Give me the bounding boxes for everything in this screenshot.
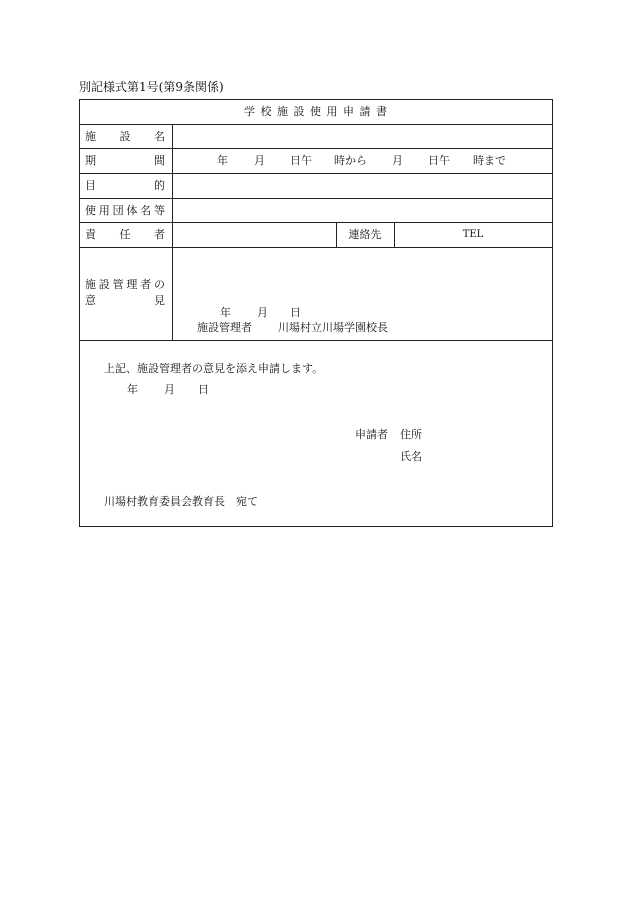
label-contact: 連絡先 bbox=[348, 228, 382, 241]
row-divider bbox=[80, 247, 552, 248]
period-month-start: 月 bbox=[254, 154, 265, 167]
row-divider bbox=[80, 222, 552, 223]
row-divider bbox=[80, 340, 552, 341]
period-day-start: 日午 bbox=[290, 154, 312, 167]
label-group-name: 使 用 団 体 名 等 bbox=[85, 204, 165, 217]
opinion-date-year: 年 bbox=[220, 306, 231, 319]
form-title: 学 校 施 設 使 用 申 請 書 bbox=[244, 105, 388, 118]
address-label: 住所 bbox=[400, 428, 422, 441]
declaration-date-day: 日 bbox=[198, 383, 209, 396]
responsible-field[interactable] bbox=[176, 225, 332, 243]
label-responsible: 責 任 者 bbox=[85, 228, 165, 241]
label-facility-name: 施 設 名 bbox=[85, 130, 165, 143]
row-divider bbox=[80, 173, 552, 174]
declaration-statement: 上記、施設管理者の意見を添え申請します。 bbox=[104, 362, 324, 375]
purpose-field[interactable] bbox=[176, 176, 550, 194]
period-year: 年 bbox=[217, 154, 228, 167]
addressee: 川場村教育委員会教育長 宛て bbox=[104, 495, 258, 508]
application-form bbox=[79, 99, 553, 527]
row-divider bbox=[80, 148, 552, 149]
form-caption: 別記様式第1号(第9条関係) bbox=[79, 80, 224, 94]
manager-label: 施設管理者 bbox=[197, 321, 252, 334]
facility-name-field[interactable] bbox=[176, 127, 550, 145]
label-column-divider bbox=[172, 124, 173, 340]
label-tel: TEL bbox=[462, 229, 484, 240]
opinion-date-month: 月 bbox=[257, 306, 268, 319]
period-time-to: 時まで bbox=[473, 154, 506, 167]
declaration-date-month: 月 bbox=[164, 383, 175, 396]
period-month-end: 月 bbox=[392, 154, 403, 167]
row-divider bbox=[80, 124, 552, 125]
label-opinion-line2: 意 見 bbox=[85, 294, 165, 307]
period-day-end: 日午 bbox=[428, 154, 450, 167]
name-label: 氏名 bbox=[400, 450, 422, 463]
group-name-field[interactable] bbox=[176, 201, 550, 219]
label-opinion-line1: 施 設 管 理 者 の bbox=[85, 278, 165, 291]
declaration-date-year: 年 bbox=[127, 383, 138, 396]
row-divider bbox=[80, 198, 552, 199]
applicant-label: 申請者 bbox=[355, 428, 388, 441]
label-purpose: 目 的 bbox=[85, 179, 165, 192]
opinion-date-day: 日 bbox=[290, 306, 301, 319]
manager-name: 川場村立川場学園校長 bbox=[278, 321, 388, 334]
label-period: 期 間 bbox=[85, 154, 165, 167]
period-time-from: 時から bbox=[334, 154, 367, 167]
